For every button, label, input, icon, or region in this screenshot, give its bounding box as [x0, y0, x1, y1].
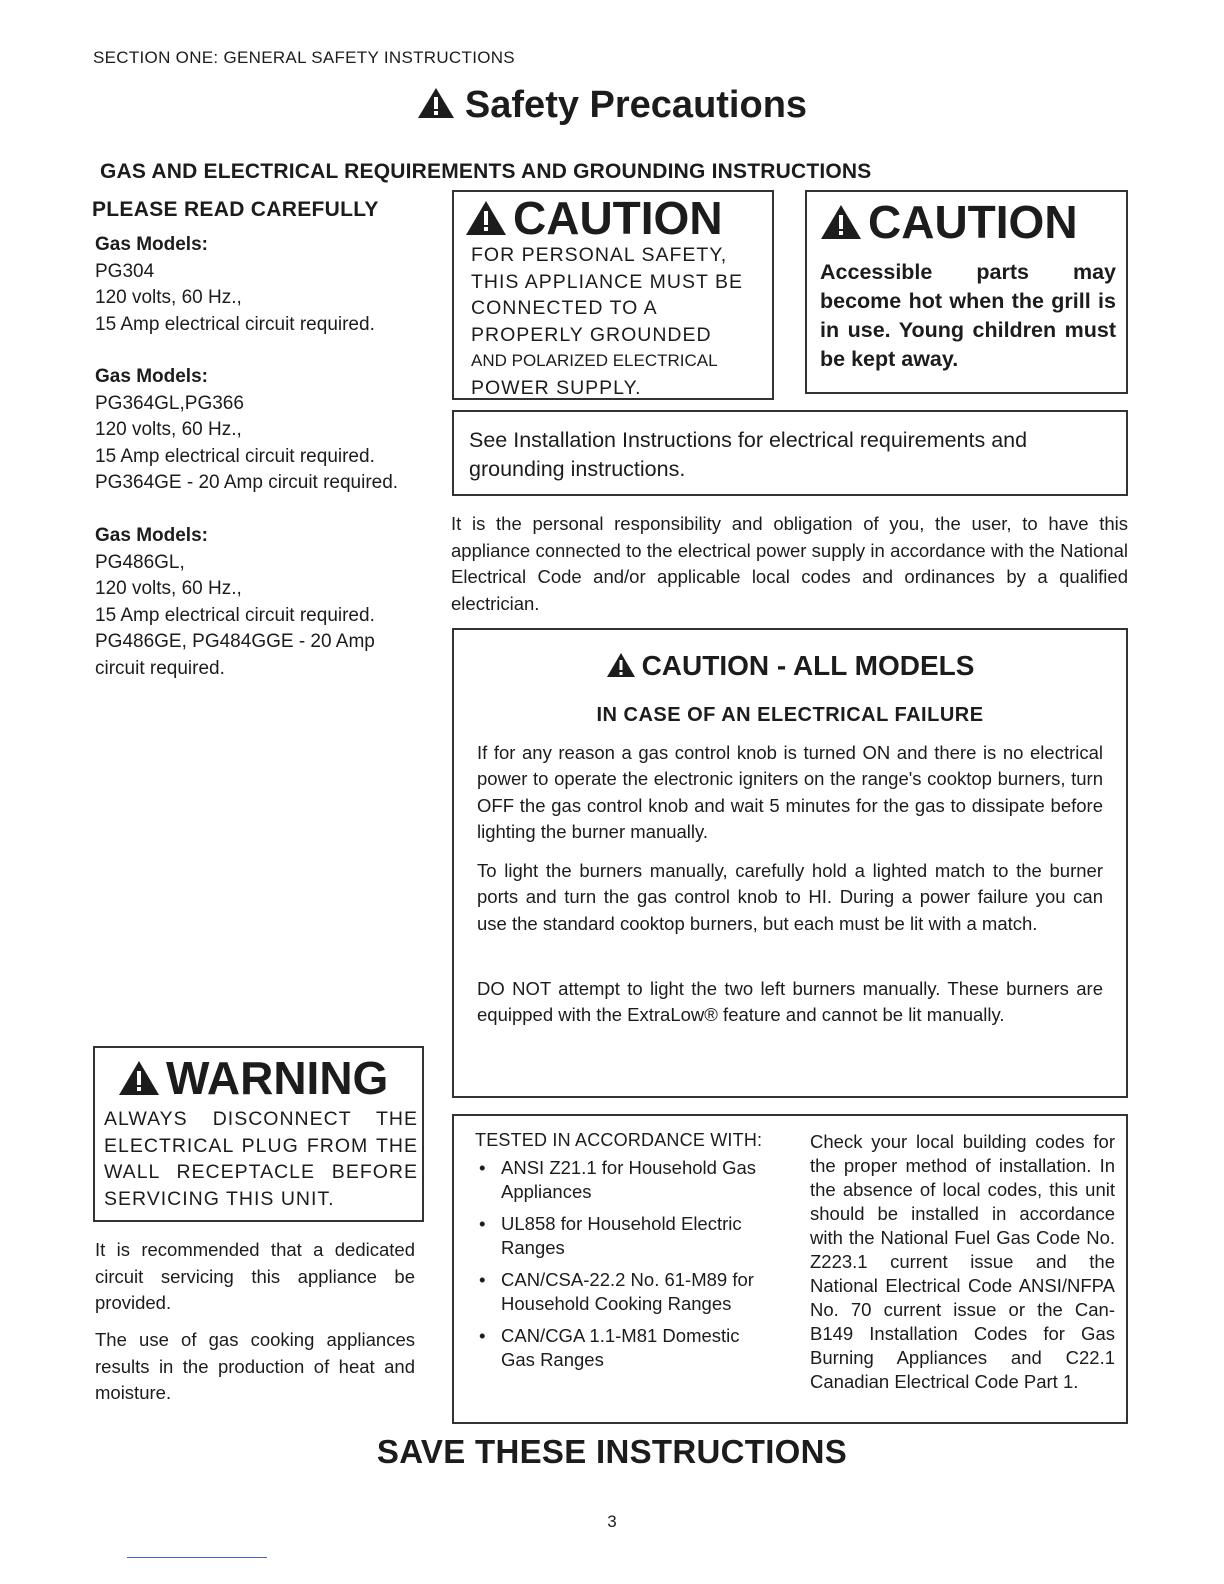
model-line: 15 Amp electrical circuit required. [95, 313, 375, 335]
warning-text: ALWAYS DISCONNECT THE ELECTRICAL PLUG FROM THE WALL RECEPTACLE BEFORE SERVICING THIS UNIT. [104, 1108, 418, 1210]
see-installation-box [452, 410, 1128, 496]
footer-rule [127, 1557, 267, 1558]
caution-all-models-heading-text: CAUTION - ALL MODELS [641, 650, 975, 681]
caution-line: FOR PERSONAL SAFETY, [471, 244, 728, 266]
standards-list [475, 1156, 775, 1380]
model-line: 120 volts, 60 Hz., [95, 287, 242, 308]
warning-triangle-icon [118, 1060, 160, 1096]
caution-grounded-text [471, 242, 772, 401]
local-codes-note: Check your local building codes for the proper method of installation. In the absence of local codes, this unit should be installed in accordance with the National Fuel Gas Code No. Z223.1 current issue and the National Electrical Code ANSI/NFPA No. 70 current issue or the Can-B149 Installation Codes for Gas Burning Appliances and C22.1 Canadian Electrical Code Part 1. [810, 1131, 1115, 1392]
caution-line: AND POLARIZED ELECTRICAL [471, 351, 718, 370]
dedicated-circuit-note: It is recommended that a dedicated circuit servicing this appliance be provided. [95, 1239, 415, 1313]
caution-line: CONNECTED TO A [471, 297, 658, 319]
model-group-heading: Gas Models: [95, 234, 208, 255]
page-title [0, 84, 1224, 127]
model-line: 15 Amp electrical circuit required. [95, 604, 375, 626]
standard-text: CAN/CSA-22.2 No. 61-M89 for Household Cooking Ranges [501, 1269, 754, 1314]
model-group-heading: Gas Models: [95, 525, 208, 546]
caution-line: POWER SUPPLY. [471, 376, 642, 399]
list-item [475, 1324, 775, 1372]
model-group-1 [95, 232, 375, 338]
bullet-icon: • [479, 1213, 486, 1234]
warning-triangle-icon [606, 652, 636, 678]
list-item [475, 1156, 775, 1204]
requirements-subtitle: GAS AND ELECTRICAL REQUIREMENTS AND GROUNDING INSTRUCTIONS [100, 160, 872, 183]
responsibility-paragraph: It is the personal responsibility and obligation of you, the user, to have this appliance connected to the electrical power supply in accordance with the National Electrical Code and/or applicable local codes and ordinances by a qualified electrician. [451, 513, 1128, 614]
tested-box [452, 1114, 1128, 1424]
caution-heading [465, 194, 772, 242]
electrical-failure-paragraph: If for any reason a gas control knob is turned ON and there is no electrical power to operate the electronic igniters on the range's cooktop burners, turn OFF the gas control knob and wait 5 minutes for the gas to dissipate before lighting the burner manually. [477, 742, 1103, 842]
caution-heading-text: CAUTION [868, 196, 1078, 248]
page-title-text: Safety Precautions [464, 84, 808, 126]
list-item [475, 1212, 775, 1260]
model-line: 120 volts, 60 Hz., [95, 578, 242, 599]
standard-text: UL858 for Household Electric Ranges [501, 1213, 742, 1258]
caution-all-models-heading [454, 650, 1126, 682]
standard-text: CAN/CGA 1.1-M81 Domestic Gas Ranges [501, 1325, 740, 1370]
model-line: PG304 [95, 260, 155, 282]
bullet-icon: • [479, 1157, 486, 1178]
page-number: 3 [607, 1512, 617, 1531]
model-group-2 [95, 364, 398, 497]
warning-triangle-icon [465, 200, 507, 236]
section-header: SECTION ONE: GENERAL SAFETY INSTRUCTIONS [93, 48, 515, 67]
caution-hot-box [805, 190, 1128, 394]
caution-line: PROPERLY GROUNDED [471, 323, 712, 346]
warning-box [93, 1046, 424, 1222]
please-read-heading: PLEASE READ CAREFULLY [92, 198, 379, 221]
caution-heading-text: CAUTION [513, 192, 723, 244]
model-line: 120 volts, 60 Hz., [95, 419, 242, 440]
save-instructions: SAVE THESE INSTRUCTIONS [376, 1433, 848, 1470]
caution-line: THIS APPLIANCE MUST BE [471, 270, 743, 293]
warning-heading [118, 1054, 422, 1102]
warning-heading-text: WARNING [166, 1052, 389, 1104]
caution-heading [820, 198, 1126, 246]
warning-triangle-icon [417, 87, 455, 119]
model-group-heading: Gas Models: [95, 366, 208, 387]
warning-triangle-icon [820, 204, 862, 240]
tested-heading: TESTED IN ACCORDANCE WITH: [475, 1130, 763, 1150]
see-installation-text: See Installation Instructions for electrical requirements and grounding instructions. [469, 428, 1028, 481]
caution-hot-text: Accessible parts may become hot when the grill is in use. Young children must be kept away. [820, 260, 1116, 371]
caution-grounded-box [452, 190, 774, 400]
bullet-icon: • [479, 1325, 486, 1346]
electrical-failure-paragraph: To light the burners manually, carefully hold a lighted match to the burner ports and turn the gas control knob to HI. During a power failure you can use the standard cooktop burners, but each must be lit with a match. [477, 860, 1103, 934]
model-line: 15 Amp electrical circuit required. [95, 445, 375, 467]
electrical-failure-subheading: IN CASE OF AN ELECTRICAL FAILURE [596, 704, 984, 726]
model-line: PG364GL,PG366 [95, 392, 244, 414]
moisture-note: The use of gas cooking appliances results in the production of heat and moisture. [95, 1329, 415, 1403]
model-line: PG486GL, [95, 551, 185, 573]
standard-text: ANSI Z21.1 for Household Gas Appliances [501, 1157, 757, 1202]
list-item [475, 1268, 775, 1316]
bullet-icon: • [479, 1269, 486, 1290]
model-line: PG486GE, PG484GGE - 20 Amp [95, 631, 375, 652]
model-line: circuit required. [95, 657, 225, 679]
caution-all-models-box [452, 628, 1128, 1098]
model-line: PG364GE - 20 Amp circuit required. [95, 472, 399, 493]
electrical-failure-paragraph: DO NOT attempt to light the two left burners manually. These burners are equipped with the ExtraLow® feature and cannot be lit manually. [477, 978, 1103, 1026]
model-group-3 [95, 523, 375, 682]
